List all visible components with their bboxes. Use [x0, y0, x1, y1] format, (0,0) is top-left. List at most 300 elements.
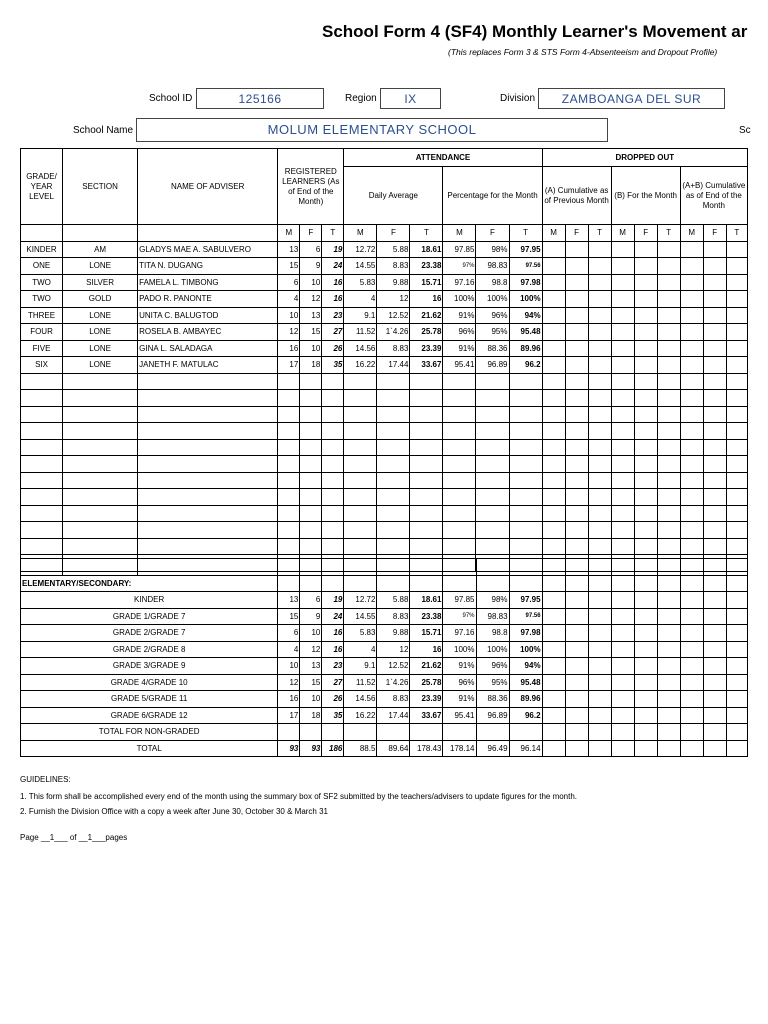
dropout-cell — [703, 357, 726, 374]
summary-dt-cell: 178.43 — [410, 740, 443, 757]
empty-cell — [611, 489, 634, 506]
empty-cell — [21, 456, 63, 473]
empty-cell — [726, 538, 747, 555]
dropout-cell — [634, 625, 657, 642]
empty-cell — [278, 390, 300, 407]
summary-label: GRADE 2/GRADE 8 — [21, 641, 278, 658]
empty-cell — [542, 373, 565, 390]
empty-cell — [611, 522, 634, 539]
dropout-cell — [726, 658, 747, 675]
empty-cell — [542, 538, 565, 555]
school-id-label: School ID — [149, 93, 193, 104]
dropout-cell — [703, 707, 726, 724]
value-dm-cell: 9.1 — [344, 307, 377, 324]
col-f-header: F — [565, 225, 588, 242]
empty-cell — [509, 373, 542, 390]
empty-cell — [377, 522, 410, 539]
dropout-cell — [565, 658, 588, 675]
dropout-cell — [588, 291, 611, 308]
summary-pt-cell: 97.95 — [509, 592, 542, 609]
summary-pf-cell: 96.89 — [476, 707, 509, 724]
value-pm-cell: 97.16 — [443, 274, 476, 291]
empty-cell — [634, 456, 657, 473]
summary-pm-cell: 100% — [443, 641, 476, 658]
empty-cell — [322, 423, 344, 440]
table-row — [21, 406, 748, 423]
empty-cell — [726, 456, 747, 473]
empty-cell — [377, 575, 410, 592]
dropout-cell — [542, 608, 565, 625]
empty-cell — [21, 522, 63, 539]
dropout-cell — [657, 258, 680, 275]
empty-cell — [634, 489, 657, 506]
empty-cell — [509, 406, 542, 423]
empty-cell — [410, 456, 443, 473]
empty-cell — [680, 456, 703, 473]
dropout-cell — [542, 592, 565, 609]
summary-label: TOTAL FOR NON-GRADED — [21, 724, 278, 741]
col-f-header: F — [377, 225, 410, 242]
summary-pf-cell: 96% — [476, 658, 509, 675]
empty-cell — [443, 439, 476, 456]
value-df-cell: 5.88 — [377, 241, 410, 258]
cumulative-prev-header: (A) Cumulative as of Previous Month — [542, 167, 611, 225]
col-m-header: M — [542, 225, 565, 242]
empty-cell — [443, 522, 476, 539]
adviser-cell: PADO R. PANONTE — [138, 291, 278, 308]
empty-cell — [509, 522, 542, 539]
dropout-cell — [657, 608, 680, 625]
empty-cell — [476, 423, 509, 440]
summary-row — [21, 674, 748, 691]
mft-header-row — [21, 225, 748, 242]
summary-heading-row — [21, 575, 748, 592]
school-id-field[interactable]: 125166 — [196, 88, 324, 109]
grade-cell: TWO — [21, 274, 63, 291]
summary-pm-cell: 91% — [443, 691, 476, 708]
table-row — [21, 241, 748, 258]
empty-cell — [63, 505, 138, 522]
empty-cell — [278, 575, 300, 592]
empty-cell — [726, 373, 747, 390]
dropout-cell — [726, 724, 747, 741]
empty-cell — [565, 373, 588, 390]
value-t-cell: 27 — [322, 324, 344, 341]
value-df-cell: 12.52 — [377, 307, 410, 324]
dropout-cell — [657, 691, 680, 708]
summary-df-cell: 1`4.26 — [377, 674, 410, 691]
summary-dm-cell: 14.56 — [344, 691, 377, 708]
dropout-cell — [657, 241, 680, 258]
value-pt-cell: 100% — [509, 291, 542, 308]
dropout-cell — [726, 740, 747, 757]
value-pt-cell: 97.98 — [509, 274, 542, 291]
grade-cell: FOUR — [21, 324, 63, 341]
dropout-cell — [565, 592, 588, 609]
empty-cell — [588, 390, 611, 407]
adviser-cell: JANETH F. MATULAC — [138, 357, 278, 374]
empty-cell — [726, 559, 747, 576]
summary-label: GRADE 5/GRADE 11 — [21, 691, 278, 708]
value-pf-cell: 96% — [476, 307, 509, 324]
col-t-header: T — [322, 225, 344, 242]
grade-cell: THREE — [21, 307, 63, 324]
registered-header: REGISTERED LEARNERS (As of End of the Month) — [278, 149, 344, 225]
empty-cell — [703, 373, 726, 390]
dropout-cell — [726, 291, 747, 308]
page-number: Page __1___ of __1___pages — [20, 833, 128, 842]
value-f-cell: 15 — [300, 324, 322, 341]
value-pf-cell: 96.89 — [476, 357, 509, 374]
grade-cell: TWO — [21, 291, 63, 308]
school-name-field[interactable]: MOLUM ELEMENTARY SCHOOL — [136, 118, 608, 142]
dropout-cell — [565, 625, 588, 642]
dropout-cell — [565, 691, 588, 708]
empty-cell — [443, 373, 476, 390]
col-t-header: T — [509, 225, 542, 242]
dropout-cell — [588, 258, 611, 275]
dropout-cell — [611, 340, 634, 357]
empty-cell — [138, 423, 278, 440]
empty-cell — [634, 439, 657, 456]
empty-cell — [657, 538, 680, 555]
dropout-cell — [611, 740, 634, 757]
dropout-cell — [657, 340, 680, 357]
empty-cell — [634, 505, 657, 522]
empty-cell — [443, 575, 476, 592]
empty-cell — [565, 538, 588, 555]
empty-cell — [703, 575, 726, 592]
dropout-cell — [565, 258, 588, 275]
dropout-cell — [542, 307, 565, 324]
dropout-cell — [542, 291, 565, 308]
empty-cell — [509, 538, 542, 555]
empty-cell — [726, 489, 747, 506]
empty-cell — [21, 538, 63, 555]
empty-cell — [657, 505, 680, 522]
empty-cell — [377, 406, 410, 423]
division-field[interactable]: ZAMBOANGA DEL SUR — [538, 88, 725, 109]
region-label: Region — [345, 93, 377, 104]
dropout-cell — [565, 674, 588, 691]
summary-pt-cell: 94% — [509, 658, 542, 675]
empty-cell — [703, 538, 726, 555]
dropout-cell — [703, 641, 726, 658]
empty-cell — [410, 489, 443, 506]
dropout-cell — [565, 241, 588, 258]
dropout-cell — [634, 307, 657, 324]
dropout-cell — [611, 674, 634, 691]
table-row — [21, 472, 748, 489]
empty-cell — [138, 559, 278, 576]
summary-dt-cell: 25.78 — [410, 674, 443, 691]
dropout-cell — [703, 674, 726, 691]
empty-cell — [680, 489, 703, 506]
empty-cell — [322, 439, 344, 456]
empty-cell — [476, 522, 509, 539]
value-dt-cell: 16 — [410, 291, 443, 308]
summary-dm-cell: 14.55 — [344, 608, 377, 625]
empty-cell — [634, 522, 657, 539]
summary-df-cell: 12.52 — [377, 658, 410, 675]
dropout-cell — [726, 340, 747, 357]
empty-cell — [634, 423, 657, 440]
dropout-cell — [565, 740, 588, 757]
col-f-header: F — [634, 225, 657, 242]
value-dm-cell: 5.83 — [344, 274, 377, 291]
empty-cell — [63, 406, 138, 423]
value-t-cell: 16 — [322, 291, 344, 308]
empty-cell — [703, 472, 726, 489]
empty-cell — [611, 559, 634, 576]
dropout-cell — [634, 658, 657, 675]
empty-cell — [680, 505, 703, 522]
empty-cell — [377, 390, 410, 407]
empty-cell — [300, 406, 322, 423]
value-dm-cell: 4 — [344, 291, 377, 308]
dropout-cell — [680, 241, 703, 258]
empty-cell — [443, 423, 476, 440]
empty-cell — [443, 505, 476, 522]
dropout-cell — [588, 658, 611, 675]
value-t-cell: 24 — [322, 258, 344, 275]
dropout-cell — [611, 592, 634, 609]
empty-cell — [680, 390, 703, 407]
dropout-cell — [542, 625, 565, 642]
empty-cell — [565, 456, 588, 473]
empty-cell — [410, 439, 443, 456]
summary-dm-cell: 5.83 — [344, 625, 377, 642]
summary-dm-cell: 12.72 — [344, 592, 377, 609]
empty-cell — [542, 575, 565, 592]
dropout-cell — [703, 241, 726, 258]
summary-pf-cell: 95% — [476, 674, 509, 691]
dropout-cell — [680, 658, 703, 675]
adviser-cell: FAMELA L. TIMBONG — [138, 274, 278, 291]
summary-pf-cell: 98.83 — [476, 608, 509, 625]
value-pt-cell: 95.48 — [509, 324, 542, 341]
dropout-cell — [657, 357, 680, 374]
empty-cell — [21, 423, 63, 440]
value-pt-cell: 96.2 — [509, 357, 542, 374]
empty-cell — [726, 390, 747, 407]
attendance-header: ATTENDANCE — [344, 149, 542, 167]
dropout-cell — [680, 307, 703, 324]
dropout-cell — [657, 291, 680, 308]
empty-cell — [377, 472, 410, 489]
empty-cell — [611, 390, 634, 407]
empty-cell — [476, 456, 509, 473]
daily-average-header: Daily Average — [344, 167, 443, 225]
dropout-cell — [611, 324, 634, 341]
value-m-cell: 17 — [278, 357, 300, 374]
empty-cell — [509, 559, 542, 576]
empty-cell — [657, 423, 680, 440]
empty-cell — [657, 522, 680, 539]
summary-pt-cell: 95.48 — [509, 674, 542, 691]
summary-pm-cell: 95.41 — [443, 707, 476, 724]
empty-cell — [322, 472, 344, 489]
empty-cell — [703, 439, 726, 456]
dropout-cell — [680, 707, 703, 724]
empty-cell — [443, 406, 476, 423]
empty-cell — [300, 472, 322, 489]
empty-cell — [21, 373, 63, 390]
summary-pt-cell: 97.56 — [509, 608, 542, 625]
value-m-cell: 10 — [278, 307, 300, 324]
section-cell: AM — [63, 241, 138, 258]
summary-row — [21, 691, 748, 708]
dropout-cell — [657, 274, 680, 291]
empty-cell — [680, 559, 703, 576]
table-row — [21, 274, 748, 291]
summary-label: TOTAL — [21, 740, 278, 757]
empty-cell — [344, 439, 377, 456]
dropout-cell — [703, 608, 726, 625]
dropout-cell — [634, 724, 657, 741]
dropout-cell — [588, 340, 611, 357]
empty-cell — [588, 439, 611, 456]
table-row — [21, 538, 748, 555]
summary-pt-cell: 97.98 — [509, 625, 542, 642]
dropout-cell — [565, 641, 588, 658]
dropout-cell — [542, 707, 565, 724]
dropout-cell — [588, 674, 611, 691]
dropout-cell — [703, 291, 726, 308]
dropout-cell — [680, 258, 703, 275]
dropout-cell — [611, 691, 634, 708]
value-dt-cell: 18.61 — [410, 241, 443, 258]
empty-cell — [509, 439, 542, 456]
empty-cell — [138, 489, 278, 506]
empty-cell — [322, 373, 344, 390]
empty-cell — [21, 390, 63, 407]
summary-pt-cell: 96.2 — [509, 707, 542, 724]
table-row — [21, 559, 748, 576]
empty-cell — [377, 538, 410, 555]
empty-cell — [680, 538, 703, 555]
empty-cell — [322, 456, 344, 473]
col-m-header: M — [344, 225, 377, 242]
value-df-cell: 9.88 — [377, 274, 410, 291]
empty-cell — [680, 522, 703, 539]
empty-cell — [588, 505, 611, 522]
empty-cell — [344, 489, 377, 506]
value-t-cell: 16 — [322, 274, 344, 291]
empty-cell — [565, 559, 588, 576]
table-row — [21, 456, 748, 473]
empty-cell — [344, 423, 377, 440]
summary-m-cell: 15 — [278, 608, 300, 625]
summary-dt-cell: 33.67 — [410, 707, 443, 724]
col-t-header: T — [588, 225, 611, 242]
value-pt-cell: 97.56 — [509, 258, 542, 275]
form-title: School Form 4 (SF4) Monthly Learner's Movement ar — [322, 22, 748, 41]
dropout-cell — [657, 641, 680, 658]
summary-m-cell: 12 — [278, 674, 300, 691]
dropout-cell — [588, 357, 611, 374]
value-pt-cell: 97.95 — [509, 241, 542, 258]
value-pf-cell: 88.36 — [476, 340, 509, 357]
empty-cell — [634, 373, 657, 390]
empty-cell — [611, 538, 634, 555]
summary-df-cell — [377, 724, 410, 741]
empty-cell — [476, 390, 509, 407]
empty-cell — [542, 390, 565, 407]
empty-cell — [542, 505, 565, 522]
dropout-cell — [726, 357, 747, 374]
cumulative-end-header: (A+B) Cumulative as of End of the Month — [680, 167, 747, 225]
empty-cell — [322, 538, 344, 555]
empty-cell — [565, 423, 588, 440]
grade-cell: SIX — [21, 357, 63, 374]
section-cell: LONE — [63, 307, 138, 324]
empty-cell — [509, 423, 542, 440]
empty-cell — [542, 522, 565, 539]
summary-df-cell: 12 — [377, 641, 410, 658]
empty-cell — [611, 423, 634, 440]
summary-df-cell: 9.88 — [377, 625, 410, 642]
region-field[interactable]: IX — [380, 88, 441, 109]
empty-cell — [377, 456, 410, 473]
empty-cell — [611, 505, 634, 522]
summary-dt-cell: 16 — [410, 641, 443, 658]
dropout-cell — [588, 691, 611, 708]
empty-cell — [588, 472, 611, 489]
empty-cell — [703, 559, 726, 576]
summary-df-cell: 8.83 — [377, 608, 410, 625]
value-m-cell: 13 — [278, 241, 300, 258]
dropout-cell — [634, 707, 657, 724]
empty-cell — [63, 538, 138, 555]
summary-t-cell: 35 — [322, 707, 344, 724]
empty-cell — [476, 439, 509, 456]
dropout-cell — [726, 324, 747, 341]
dropout-cell — [657, 724, 680, 741]
table-row — [21, 505, 748, 522]
summary-dt-cell: 21.62 — [410, 658, 443, 675]
empty-cell — [322, 390, 344, 407]
empty-cell — [726, 505, 747, 522]
empty-cell — [542, 439, 565, 456]
empty-cell — [63, 456, 138, 473]
empty-cell — [344, 522, 377, 539]
empty-cell — [63, 522, 138, 539]
empty-cell — [726, 472, 747, 489]
dropout-cell — [611, 608, 634, 625]
summary-pm-cell: 97% — [443, 608, 476, 625]
empty-cell — [611, 575, 634, 592]
value-pm-cell: 96% — [443, 324, 476, 341]
empty-cell — [542, 456, 565, 473]
summary-pm-cell: 97.16 — [443, 625, 476, 642]
dropout-cell — [680, 291, 703, 308]
dropout-cell — [680, 357, 703, 374]
value-pf-cell: 98% — [476, 241, 509, 258]
summary-heading: ELEMENTARY/SECONDARY: — [21, 575, 278, 592]
empty-cell — [410, 559, 443, 576]
summary-pt-cell — [509, 724, 542, 741]
empty-cell — [300, 575, 322, 592]
dropout-cell — [703, 274, 726, 291]
value-df-cell: 8.83 — [377, 340, 410, 357]
dropout-cell — [680, 625, 703, 642]
dropped-out-header: DROPPED OUT — [542, 149, 747, 167]
empty-cell — [611, 373, 634, 390]
summary-pf-cell: 98% — [476, 592, 509, 609]
summary-label: GRADE 2/GRADE 7 — [21, 625, 278, 642]
summary-pt-cell: 100% — [509, 641, 542, 658]
